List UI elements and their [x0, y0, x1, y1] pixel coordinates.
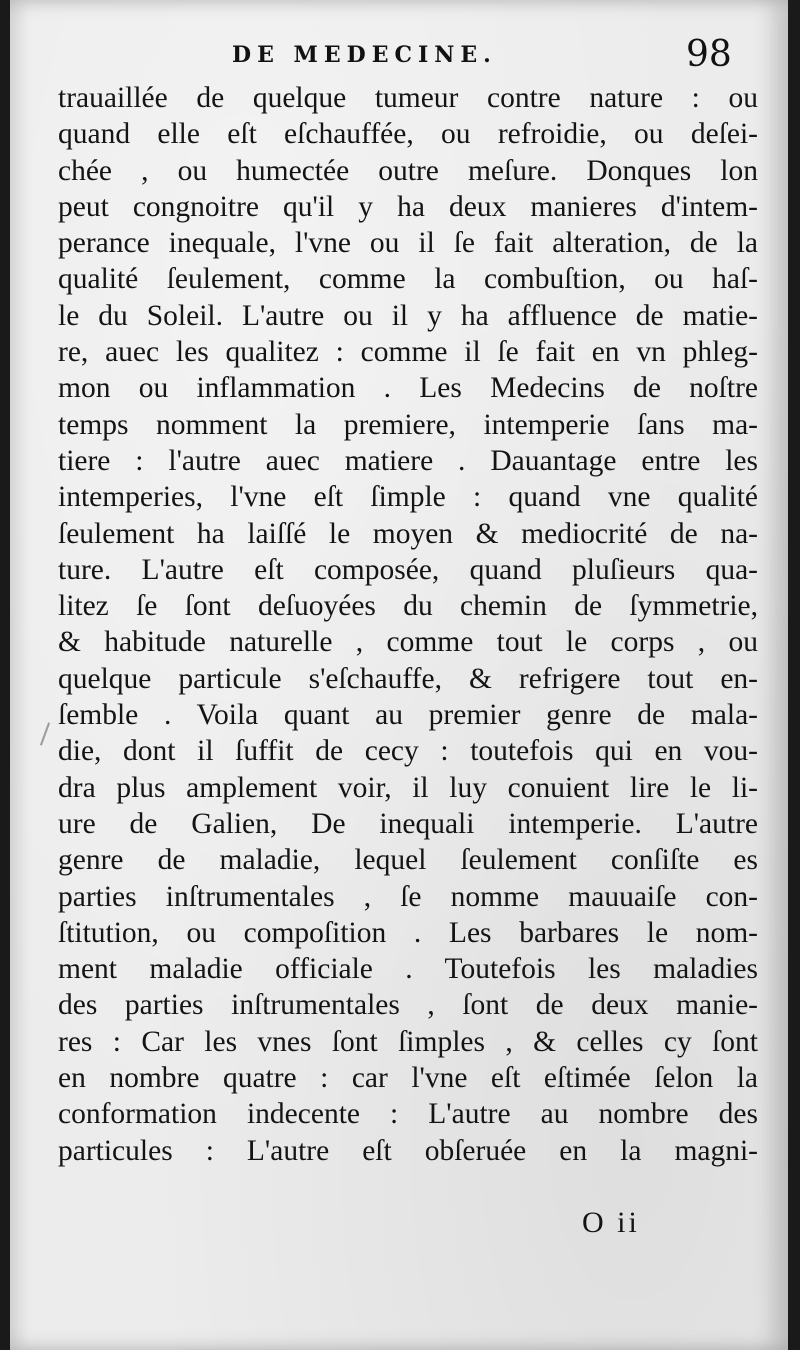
text-line: re, auec les qualitez : comme il ſe fait en vn phleg-	[58, 336, 758, 369]
text-line: peut congnoitre qu'il y ha deux manieres d'intem-	[58, 190, 758, 223]
text-line: & habitude naturelle , comme tout le corps , ou	[58, 626, 758, 659]
book-page	[10, 0, 788, 1350]
margin-mark	[40, 722, 50, 745]
page-header	[10, 34, 788, 78]
text-line: trauaillée de quelque tumeur contre nature : ou	[58, 82, 758, 114]
page-number: 98	[686, 34, 732, 75]
text-line: qualité ſeulement, comme la combuſtion, ou haſ-	[58, 263, 758, 296]
text-line: mon ou inflammation . Les Medecins de noſtre	[58, 372, 758, 405]
text-line: intemperies, l'vne eſt ſimple : quand vne qualité	[58, 481, 758, 514]
running-head: DE MEDECINE.	[232, 42, 497, 68]
text-line: quand elle eſt eſchauffée, ou refroidie, ou deſei-	[58, 118, 758, 151]
text-line: ure de Galien, De inequali intemperie. L'autre	[58, 807, 758, 840]
text-line: ment maladie officiale . Toutefois les maladies	[58, 953, 758, 986]
text-line: ſemble . Voila quant au premier genre de mala-	[58, 699, 758, 732]
signature-mark: O ii	[582, 1206, 640, 1239]
text-line: conformation indecente : L'autre au nombre des	[58, 1098, 758, 1131]
text-line: tiere : l'autre auec matiere . Dauantage entre les	[58, 444, 758, 477]
text-line: ture. L'autre eſt composée, quand pluſieurs qua-	[58, 553, 758, 586]
text-line: en nombre quatre : car l'vne eſt eſtimée ſelon la	[58, 1062, 758, 1095]
body-text	[58, 80, 758, 1169]
text-line: res : Car les vnes ſont ſimples , & celles cy ſont	[58, 1025, 758, 1058]
text-line: litez ſe ſont deſuoyées du chemin de ſymmetrie,	[58, 590, 758, 623]
text-line: des parties inſtrumentales , ſont de deux manie-	[58, 989, 758, 1022]
text-line: chée , ou humectée outre meſure. Donques lon	[58, 154, 758, 187]
text-line: quelque particule s'eſchauffe, & refrigere tout en-	[58, 662, 758, 695]
text-line: genre de maladie, lequel ſeulement conſiſte es	[58, 844, 758, 877]
text-line: particules : L'autre eſt obſeruée en la magni-	[58, 1134, 758, 1167]
text-line: parties inſtrumentales , ſe nomme mauuaiſe con-	[58, 880, 758, 913]
text-line: ſtitution, ou compoſition . Les barbares le nom-	[58, 916, 758, 949]
text-line: ſeulement ha laiſſé le moyen & mediocrité de na-	[58, 517, 758, 550]
text-line: perance inequale, l'vne ou il ſe fait alteration, de la	[58, 227, 758, 260]
text-line: dra plus amplement voir, il luy conuient lire le li-	[58, 771, 758, 804]
text-line: temps nomment la premiere, intemperie ſans ma-	[58, 408, 758, 441]
text-line: die, dont il ſuffit de cecy : toutefois qui en vou-	[58, 735, 758, 768]
text-line: le du Soleil. L'autre ou il y ha affluence de matie-	[58, 299, 758, 332]
